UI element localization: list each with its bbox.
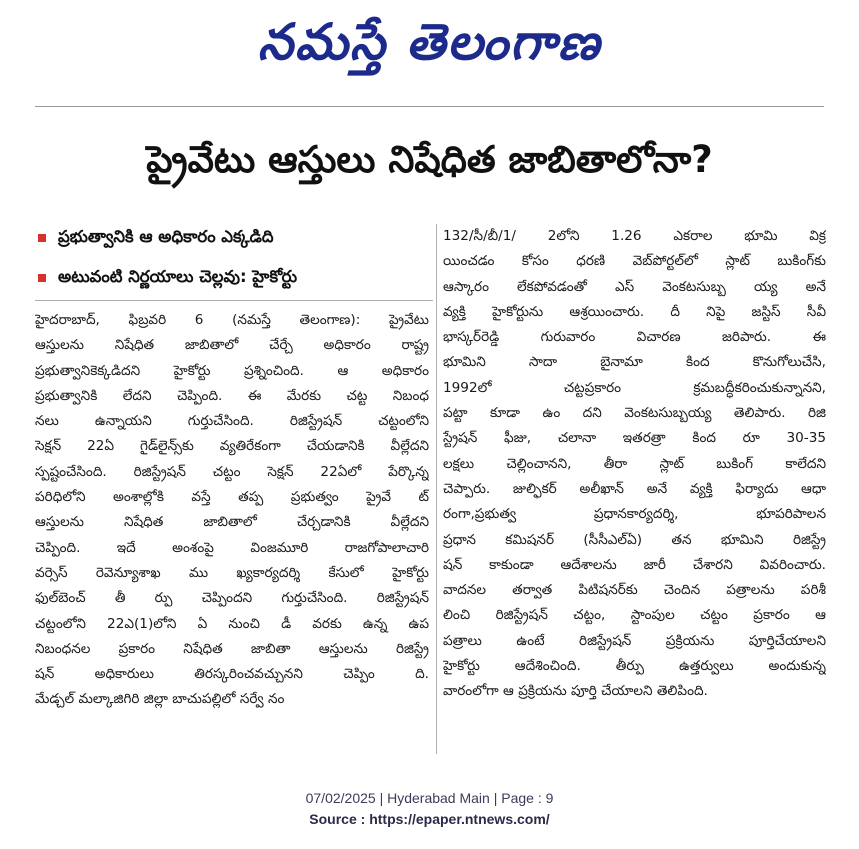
article-subheads	[35, 218, 433, 298]
article-text-line: 132/సీ/బీ/1/ 2లోని 1.26 ఎకరాల భూమి విక్ర	[443, 228, 826, 244]
article-text-line: స్పష్టంచేసింది. రిజిస్ట్రేషన్ చట్టం సెక్షన్ 22ఏలో పేర్కొన్న	[35, 463, 429, 480]
article-text-line: భూమిని సాదా బైనామా కింద కొనుగోలుచేసి,	[443, 354, 826, 371]
article-text-line: ప్రభుత్వానికెక్కడిదని హైకోర్టు ప్రశ్నించింది. ఆ అధికారం	[35, 362, 429, 379]
newspaper-logo: నమస్తే తెలంగాణ	[257, 12, 602, 71]
subhead-item	[35, 218, 433, 258]
article-text-line: పట్టా కూడా ఉం దని వెంకటసుబ్బయ్య తెలిపారు. రిజి	[443, 405, 826, 422]
article-text-line: చెప్పారు. జుల్ఫికర్ అలీఖాన్ అనే వ్యక్తి ఫిర్యాదు ఆధా	[443, 480, 826, 497]
article-body-left-column	[35, 308, 429, 713]
article-text-line: షన్ అధికారులు తిరస్కరించవచ్చునని చెప్పిం ది.	[35, 666, 429, 683]
article-text-line: పరిధిలోని అంశాల్లోకి వస్తే తప్ప ప్రభుత్వం ప్రైవే ట్	[35, 489, 429, 506]
article-text-line: సెక్షన్ 22ఏ గైడ్‌లైన్స్‌కు వ్యతిరేకంగా చేయడానికి వీల్లేదని	[35, 438, 429, 455]
article-text-line: ప్రభుత్వానికి లేదని చెప్పింది. ఈ మేరకు చట్ట నిబంధ	[35, 387, 429, 404]
article-text-line: 1992లో చట్టప్రకారం క్రమబద్ధీకరించుకున్నానని,	[443, 379, 826, 396]
article-text-line: వాదనల తర్వాత పిటిషనర్‌కు చెందిన పత్రాలను పరిశీ	[443, 582, 826, 599]
article-text-line: హైదరాబాద్, ఫిబ్రవరి 6 (నమస్తే తెలంగాణ): ప్రైవేటు	[35, 312, 429, 328]
column-divider	[436, 224, 437, 754]
article-headline: ప్రైవేటు ఆస్తులు నిషేధిత జాబితాలోనా?	[146, 138, 713, 181]
article-text-line: రంగా,ప్రభుత్వ ప్రధానకార్యదర్శి, భూపరిపాలన	[443, 506, 826, 523]
article-text-line: లించి రిజిస్ట్రేషన్ చట్టం, స్టాంపుల చట్టం ప్రకారం ఆ	[443, 607, 826, 624]
article-text-line: వ్యక్తి హైకోర్టును ఆశ్రయించారు. దీ నిపై జస్టిస్ సీవీ	[443, 303, 826, 320]
footer-source-link[interactable]: Source : https://epaper.ntnews.com/	[309, 811, 550, 827]
article-text-line: మేడ్చల్ మల్కాజిగిరి జిల్లా బాచుపల్లిలో సర్వే నం	[35, 691, 285, 708]
subhead-divider	[35, 300, 433, 301]
article-text-line: స్ట్రేషన్ ఫీజు, చలానా ఇతరత్రా కింద రూ 30-35	[443, 430, 826, 447]
article-text-line: షన్ కాకుండా ఆదేశాలను జారీ చేశారని వివరించారు.	[443, 556, 826, 573]
subhead-text: ప్రభుత్వానికి ఆ అధికారం ఎక్కడిది	[58, 226, 274, 246]
subhead-item	[35, 258, 433, 298]
article-text-line: చెప్పింది. ఇదే అంశంపై వింజమూరి రాజగోపాలాచారి	[35, 539, 429, 556]
article-text-line: ప్రధాన కమిషనర్ (సీసీఎల్ఏ) తన భూమిని రిజిస్ట్రే	[443, 531, 826, 548]
bullet-square-icon	[38, 274, 46, 282]
article-text-line: ఆస్కారం లేకపోవడంతో ఎస్ వెంకటసుబ్బ య్య అనే	[443, 278, 826, 295]
article-text-line: హైకోర్టు ఆదేశించింది. తీర్పు ఉత్తర్వులు అందుకున్న	[443, 658, 826, 675]
article-body-right-column	[443, 224, 826, 705]
article-text-line: వర్సెస్ రెవెన్యూశాఖ ము ఖ్యకార్యదర్శి కేసులో హైకోర్టు	[35, 564, 429, 581]
article-text-line: నిబంధనల ప్రకారం నిషేధిత జాబితా ఆస్తులను రిజిస్ట్రే	[35, 640, 429, 657]
article-text-line: వారంలోగా ఆ ప్రక్రియను పూర్తి చేయాలని తెలిపింది.	[443, 683, 708, 700]
masthead-divider	[35, 106, 824, 107]
subhead-text: అటువంటి నిర్ణయాలు చెల్లవు: హైకోర్టు	[58, 266, 298, 286]
article-text-line: పత్రాలు ఉంటే రిజిస్ట్రేషన్ ప్రక్రియను పూర్తిచేయాలని	[443, 632, 826, 649]
masthead	[0, 8, 859, 88]
article-text-line: ఆస్తులను నిషేధిత జాబితాలో చేర్చే అధికారం రాష్ట్ర	[35, 337, 429, 354]
article-text-line: భాస్కర్‌రెడ్డి గురువారం విచారణ జరిపారు. ఈ	[443, 329, 826, 346]
article-text-line: చట్టంలోని 22ఎ(1)లోని ఏ నుంచి డీ వరకు ఉన్న ఉప	[35, 615, 429, 632]
article-text-line: ఆస్తులను నిషేధిత జాబితాలో చేర్చడానికి వీల్లేదని	[35, 514, 429, 531]
article-text-line: యించడం కోసం ధరణి వెబ్‌పోర్టల్‌లో స్లాట్ బుకింగ్‌కు	[443, 253, 826, 270]
footer-date-page: 07/02/2025 | Hyderabad Main | Page : 9	[305, 790, 554, 806]
article-text-line: ఫుల్‌బెంచ్ తీ ర్పు చెప్పిందని గుర్తుచేసింది. రిజిస్ట్రేషన్	[35, 590, 429, 607]
article-text-line: లక్షలు చెల్లించానని, తీరా స్లాట్ బుకింగ్ కాలేదని	[443, 455, 826, 472]
bullet-square-icon	[38, 234, 46, 242]
article-text-line: నలు ఉన్నాయని గుర్తుచేసింది. రిజిస్ట్రేషన్ చట్టంలోని	[35, 413, 429, 430]
